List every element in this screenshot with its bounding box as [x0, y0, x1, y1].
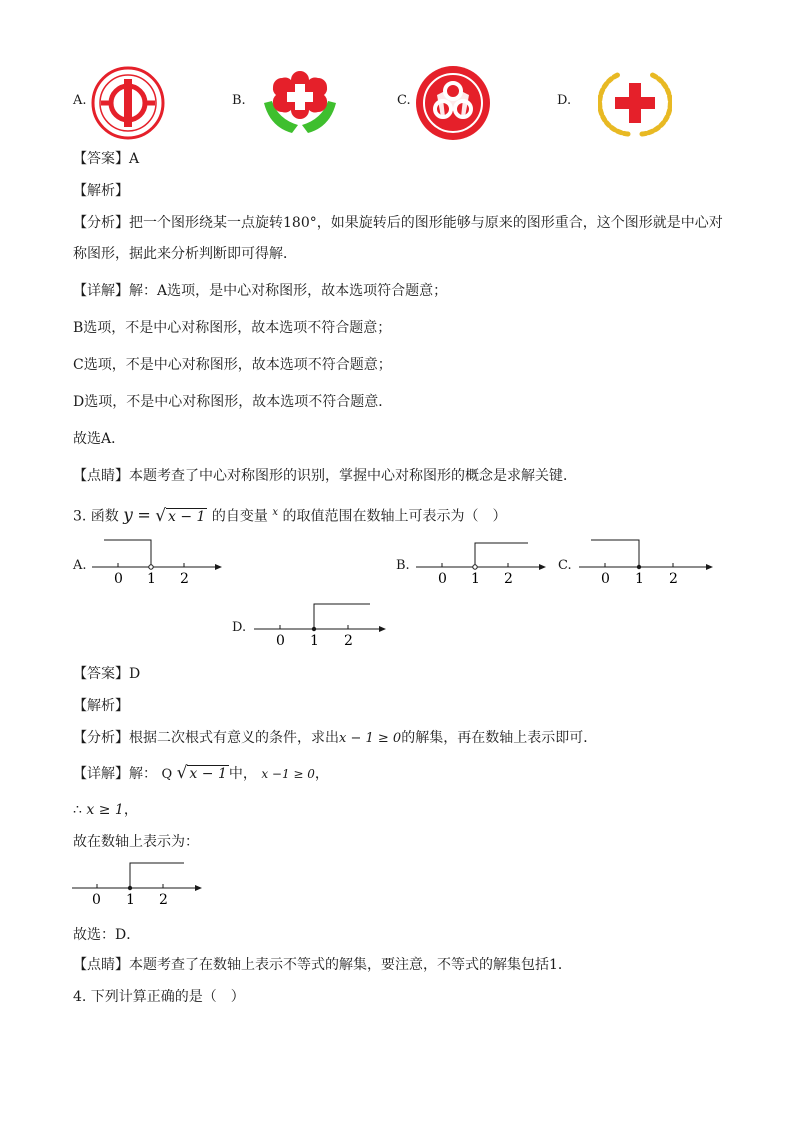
number-line-c — [575, 535, 720, 587]
q2-fenxi-line1: 【分析】把一个图形绕某一点旋转180°，如果旋转后的图形能够与原来的图形重合，这个图形就是中心对 — [73, 215, 723, 231]
q3-xiangjie-math: x −1 ≥ 0 — [261, 767, 315, 781]
q3-dianjing: 【点睛】本题考查了在数轴上表示不等式的解集，要注意，不等式的解集包括1． — [73, 957, 572, 973]
q3-radicand: x − 1 — [168, 508, 206, 525]
radical-sign-icon: √ — [176, 763, 188, 783]
q3-shown: 故在数轴上表示为： — [73, 834, 199, 850]
q3-y: y — [123, 505, 133, 526]
q3-x: x — [272, 507, 279, 518]
q3-fenxi-math: x − 1 ≥ 0 — [339, 731, 402, 746]
tick-2: 2 — [669, 571, 678, 587]
tick-0: 0 — [601, 571, 610, 587]
radical-sign-icon: √ — [155, 505, 167, 526]
q3-question — [73, 503, 506, 527]
logo-d-icon — [598, 66, 672, 140]
q3-option-b-label: B. — [396, 558, 410, 573]
q3-mid: 的自变量 — [211, 508, 268, 525]
q3-xiangjie-radicand: x − 1 — [189, 766, 227, 782]
tick-0: 0 — [438, 571, 447, 587]
option-d-label: D. — [557, 93, 572, 108]
tick-2: 2 — [159, 892, 168, 908]
logo-b-icon — [260, 67, 340, 139]
tick-0: 0 — [276, 633, 285, 649]
q3-xiangjie-prefix: 【详解】解： — [73, 766, 157, 782]
q3-prefix: 3. 函数 — [73, 508, 119, 525]
q3-option-a-label: A. — [73, 558, 87, 573]
tick-1: 1 — [635, 571, 644, 587]
tick-2: 2 — [504, 571, 513, 587]
option-c-label: C. — [397, 93, 411, 108]
q3-xiangjie-mid: 中， — [228, 766, 257, 782]
option-b-label: B. — [232, 93, 246, 108]
logo-a-icon — [90, 65, 166, 141]
q3-option-c-label: C. — [558, 558, 572, 573]
q3-analysis-heading: 【解析】 — [73, 698, 129, 714]
solution-number-line — [70, 857, 210, 909]
q2-c-line: C选项，不是中心对称图形，故本选项不符合题意； — [73, 357, 392, 373]
therefore-icon: ∴ — [73, 802, 82, 818]
q3-xiangjie — [73, 763, 329, 785]
q3-xiangjie-end: ， — [314, 766, 329, 782]
q3-fenxi-suffix: 的解集，再在数轴上表示即可． — [401, 730, 598, 746]
q2-d-line: D选项，不是中心对称图形，故本选项不符合题意． — [73, 394, 393, 410]
because-icon: Q — [161, 767, 173, 782]
option-a-label: A. — [73, 93, 87, 108]
q2-analysis-heading: 【解析】 — [73, 183, 129, 199]
tick-1: 1 — [310, 633, 319, 649]
number-line-a — [88, 535, 228, 587]
tick-1: 1 — [147, 571, 156, 587]
tick-1: 1 — [471, 571, 480, 587]
q3-xiangjie-radical — [176, 763, 229, 783]
q4-question: 4. 下列计算正确的是（ ） — [73, 989, 245, 1005]
q3-suffix: 的取值范围在数轴上可表示为（ ） — [282, 508, 507, 525]
q3-option-d-label: D. — [232, 620, 247, 635]
number-line-b — [412, 535, 552, 587]
tick-2: 2 — [180, 571, 189, 587]
q3-eq: = — [137, 505, 151, 525]
q2-b-line: B选项，不是中心对称图形，故本选项不符合题意； — [73, 320, 392, 336]
logo-c-icon — [415, 65, 491, 141]
tick-1: 1 — [126, 892, 135, 908]
q3-radical — [155, 505, 207, 526]
q2-dianjing: 【点睛】本题考查了中心对称图形的识别，掌握中心对称图形的概念是求解关键． — [73, 468, 577, 484]
tick-2: 2 — [344, 633, 353, 649]
number-line-d — [250, 598, 395, 650]
q3-choose: 故选：D． — [73, 927, 141, 943]
tick-0: 0 — [92, 892, 101, 908]
tick-0: 0 — [114, 571, 123, 587]
q3-result-end: ， — [123, 802, 138, 818]
q3-fenxi — [73, 728, 597, 749]
q3-result — [73, 800, 138, 820]
q2-xiangjie: 【详解】解：A选项，是中心对称图形，故本选项符合题意； — [73, 283, 448, 299]
q2-answer: 【答案】A — [73, 151, 140, 167]
q2-choose: 故选A． — [73, 431, 126, 447]
q3-fenxi-prefix: 【分析】根据二次根式有意义的条件，求出 — [73, 730, 339, 746]
q3-result-math: x ≥ 1 — [86, 802, 124, 818]
q2-fenxi-line2: 称图形，据此来分析判断即可得解． — [73, 246, 297, 262]
q3-answer: 【答案】D — [73, 666, 141, 682]
